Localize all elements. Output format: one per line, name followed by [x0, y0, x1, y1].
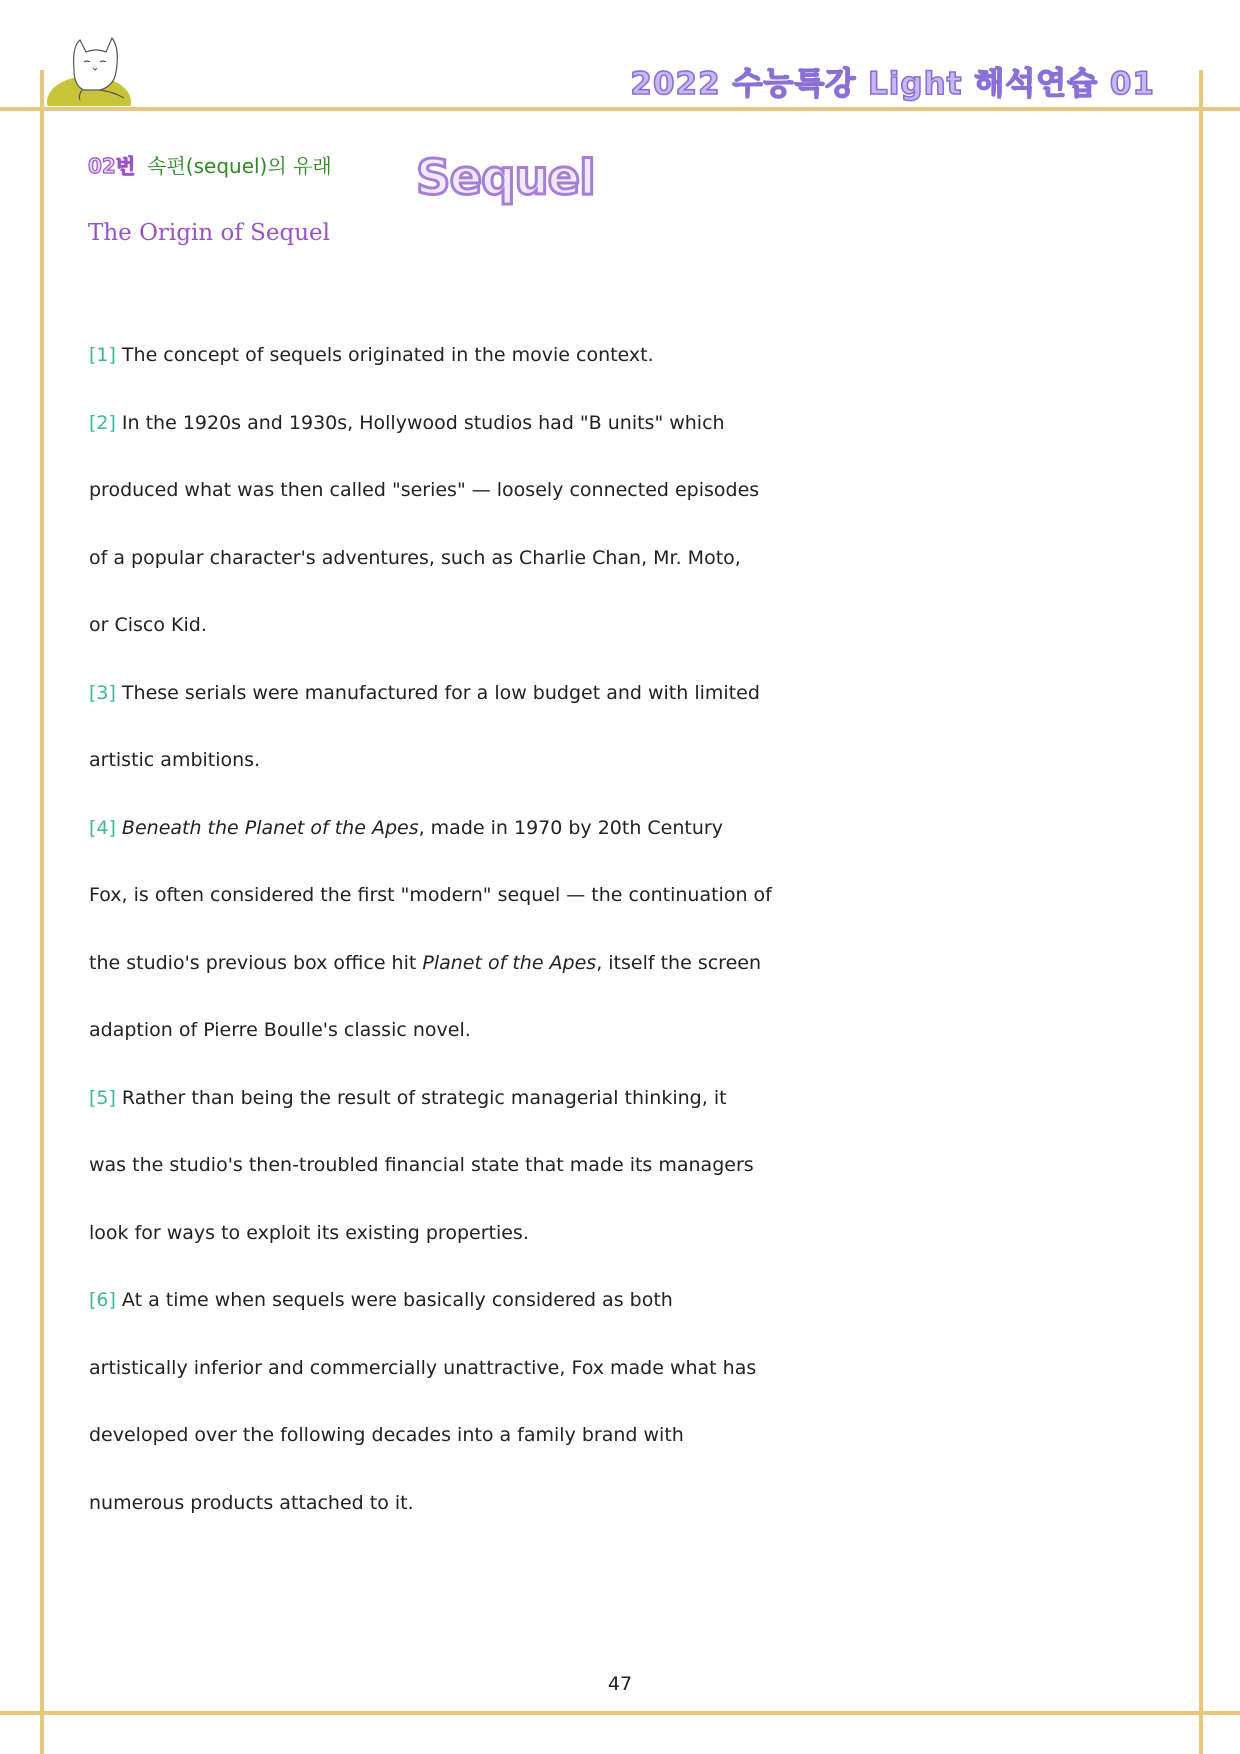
passage-title: Sequel [416, 150, 595, 206]
page-number: 47 [607, 1673, 633, 1695]
sentence-line: artistic ambitions. [89, 749, 261, 771]
section-number: 02번 [88, 154, 136, 178]
sentence-line: At a time when sequels were basically considered as both [121, 1289, 673, 1311]
header-rule [0, 107, 1240, 111]
sentence-5 [89, 1065, 849, 1268]
cat-mascot-icon [44, 28, 134, 106]
sentence-line: or Cisco Kid. [89, 614, 207, 636]
sentence-line: was the studio's then-troubled financial state that made its managers [89, 1154, 754, 1176]
right-margin-rule [1199, 70, 1203, 1754]
sentence-line: Fox, is often considered the first "modern" sequel — the continuation of [89, 884, 772, 906]
sentence-line: numerous products attached to it. [89, 1491, 414, 1514]
sentence-line: adaption of Pierre Boulle's classic novel. [89, 1019, 471, 1041]
sentence-line: , made in 1970 by 20th Century [418, 816, 723, 839]
footer-rule [0, 1711, 1240, 1715]
sentence-line: look for ways to exploit its existing properties. [89, 1221, 529, 1244]
sentence-4 [89, 795, 849, 1065]
movie-title-italic: Beneath the Planet of the Apes [121, 816, 419, 839]
header-title: 2022 수능특강 Light 해석연습 01 [630, 66, 1155, 102]
sentence-line: The concept of sequels originated in the movie context. [121, 344, 654, 366]
sentence-1 [89, 322, 849, 390]
sentence-marker: [5] [89, 1086, 116, 1109]
sentence-line: In the 1920s and 1930s, Hollywood studios had "B units" which [121, 411, 725, 434]
sentence-line: the studio's previous box office hit [89, 951, 423, 974]
sentence-line: These serials were manufactured for a low budget and with limited [121, 681, 760, 704]
left-margin-rule [40, 70, 44, 1754]
sentence-line: Rather than being the result of strategic managerial thinking, it [121, 1086, 727, 1109]
section-topic: 속편(sequel)의 유래 [147, 154, 332, 178]
sentence-3 [89, 660, 849, 795]
sentence-line: produced what was then called "series" — loosely connected episodes [89, 479, 760, 501]
sentence-marker: [3] [89, 681, 116, 704]
movie-title-italic: Planet of the Apes [422, 951, 597, 974]
sentence-marker: [4] [89, 816, 116, 839]
sentence-marker: [1] [89, 344, 116, 366]
sentence-line: of a popular character's adventures, such as Charlie Chan, Mr. Moto, [89, 546, 741, 569]
sentence-line: artistically inferior and commercially unattractive, Fox made what has [89, 1356, 757, 1379]
sentence-6 [89, 1267, 849, 1537]
sentence-line: , itself the screen [596, 951, 761, 974]
sentence-marker: [2] [89, 411, 116, 434]
passage-body [89, 322, 849, 1537]
sentence-marker: [6] [89, 1289, 116, 1311]
sentence-line: developed over the following decades into a family brand with [89, 1424, 684, 1446]
sentence-2 [89, 390, 849, 660]
section-label [88, 150, 332, 179]
passage-subtitle: The Origin of Sequel [88, 220, 331, 246]
